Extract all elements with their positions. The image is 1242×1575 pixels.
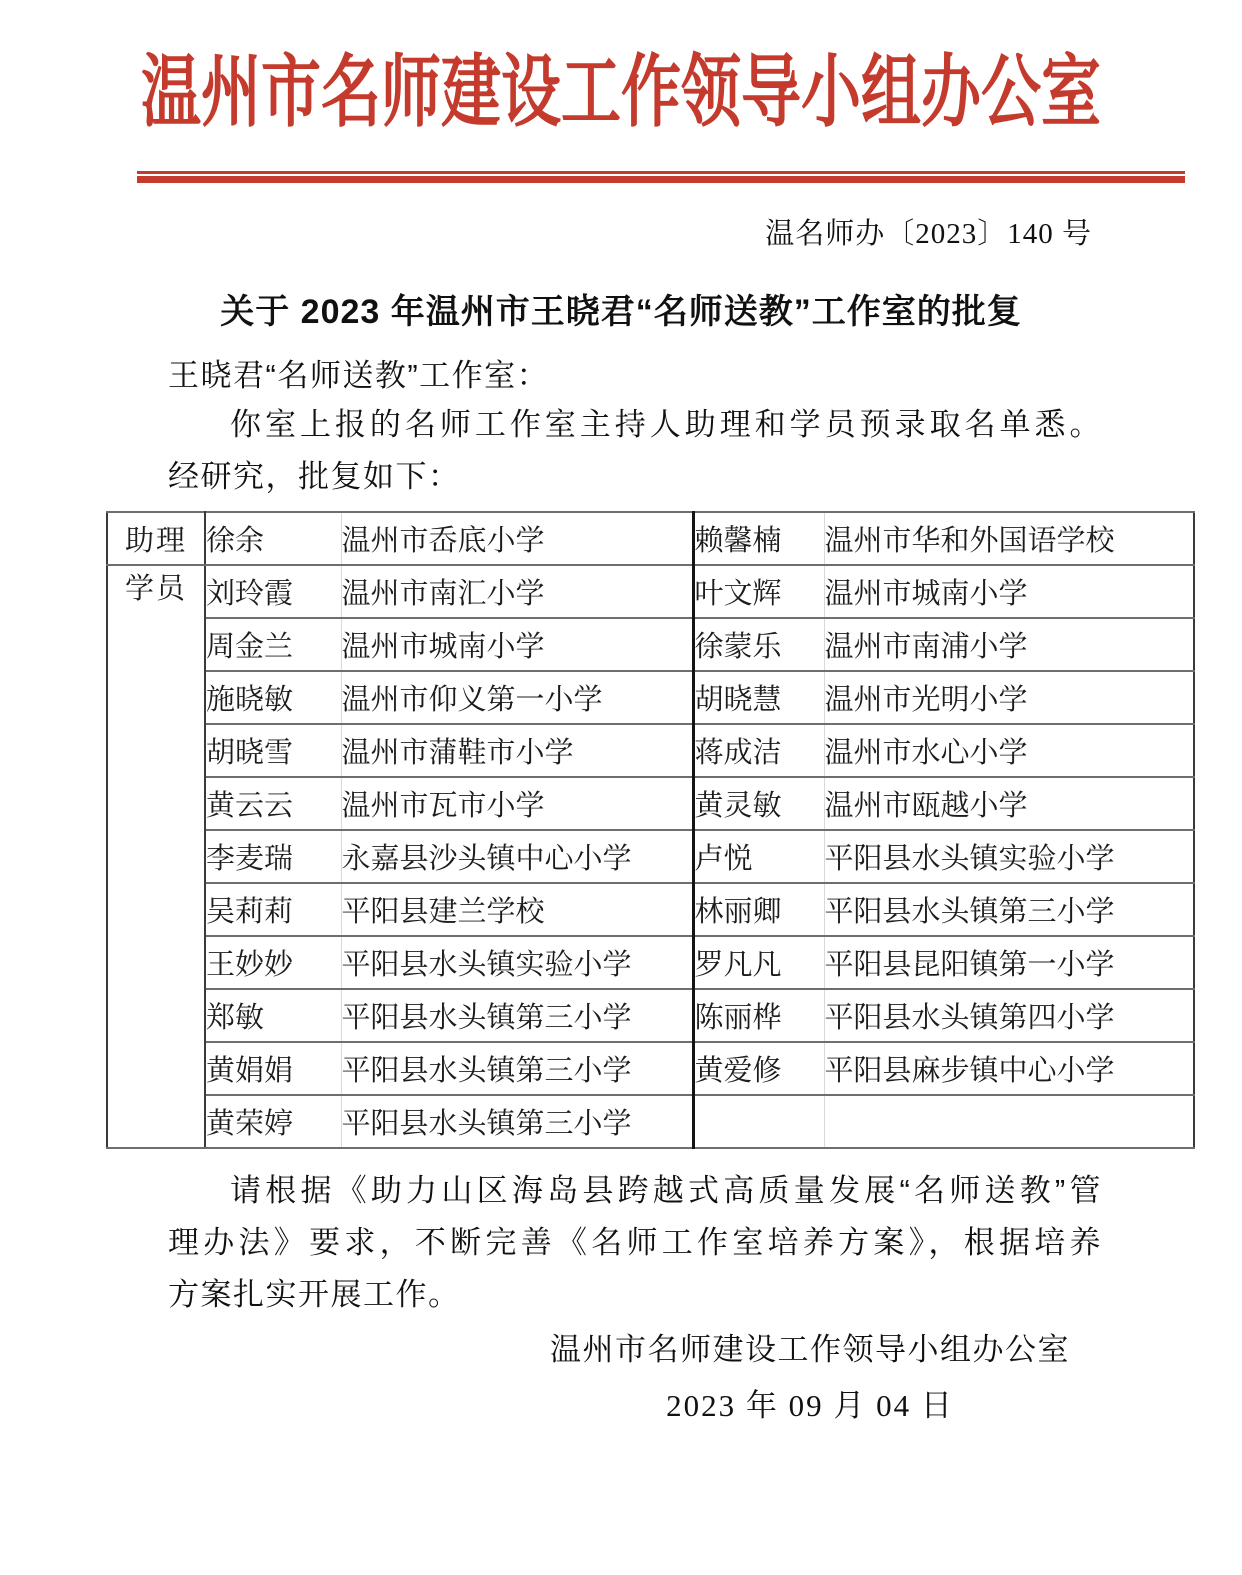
name-cell: 王妙妙 <box>205 936 341 989</box>
closing-line: 方案扎实开展工作。 <box>168 1277 461 1312</box>
role-label-students: 学员 <box>107 565 205 1148</box>
school-cell: 温州市城南小学 <box>824 565 1194 618</box>
table-row-assistant <box>107 512 1194 565</box>
school-cell: 温州市城南小学 <box>341 618 693 671</box>
name-cell <box>693 1095 824 1148</box>
name-cell: 施晓敏 <box>205 671 341 724</box>
body-line: 经研究，批复如下： <box>168 459 461 494</box>
school-cell: 温州市华和外国语学校 <box>824 512 1194 565</box>
name-cell: 胡晓慧 <box>693 671 824 724</box>
closing-line: 请根据《助力山区海岛县跨越式高质量发展“名师送教”管 <box>230 1173 1102 1208</box>
school-cell: 温州市南汇小学 <box>341 565 693 618</box>
closing-line: 理办法》要求，不断完善《名师工作室培养方案》，根据培养 <box>168 1225 1102 1260</box>
name-cell: 李麦瑞 <box>205 830 341 883</box>
name-cell: 蒋成洁 <box>693 724 824 777</box>
approval-table <box>106 511 1195 1149</box>
name-cell: 黄爱修 <box>693 1042 824 1095</box>
name-cell: 刘玲霞 <box>205 565 341 618</box>
school-cell: 温州市仰义第一小学 <box>341 671 693 724</box>
divider-thick-bar <box>137 176 1185 183</box>
school-cell: 永嘉县沙头镇中心小学 <box>341 830 693 883</box>
table-row <box>107 618 1194 671</box>
table-row <box>107 830 1194 883</box>
table-row <box>107 565 1194 618</box>
name-cell: 周金兰 <box>205 618 341 671</box>
table-row <box>107 936 1194 989</box>
name-cell: 徐蒙乐 <box>693 618 824 671</box>
school-cell: 平阳县水头镇第四小学 <box>824 989 1194 1042</box>
school-cell: 平阳县水头镇第三小学 <box>341 1042 693 1095</box>
school-cell: 温州市光明小学 <box>824 671 1194 724</box>
school-cell: 平阳县建兰学校 <box>341 883 693 936</box>
school-cell: 平阳县水头镇第三小学 <box>341 1095 693 1148</box>
school-cell: 温州市瓯越小学 <box>824 777 1194 830</box>
name-cell: 胡晓雪 <box>205 724 341 777</box>
table-row <box>107 1095 1194 1148</box>
school-cell: 平阳县水头镇第三小学 <box>824 883 1194 936</box>
signature-date: 2023 年 09 月 04 日 <box>666 1388 954 1423</box>
table-row <box>107 1042 1194 1095</box>
table-row <box>107 777 1194 830</box>
school-cell: 温州市水心小学 <box>824 724 1194 777</box>
school-cell: 平阳县水头镇实验小学 <box>341 936 693 989</box>
school-cell: 温州市蒲鞋市小学 <box>341 724 693 777</box>
name-cell: 徐余 <box>205 512 341 565</box>
school-cell: 平阳县昆阳镇第一小学 <box>824 936 1194 989</box>
table-row <box>107 671 1194 724</box>
name-cell: 陈丽桦 <box>693 989 824 1042</box>
table-row <box>107 989 1194 1042</box>
name-cell: 黄娟娟 <box>205 1042 341 1095</box>
name-cell: 卢悦 <box>693 830 824 883</box>
doc-title: 关于 2023 年温州市王晓君“名师送教”工作室的批复 <box>220 293 1022 331</box>
doc-number: 温名师办〔2023〕140 号 <box>765 218 1092 250</box>
school-cell: 温州市岙底小学 <box>341 512 693 565</box>
school-cell: 温州市南浦小学 <box>824 618 1194 671</box>
name-cell: 黄荣婷 <box>205 1095 341 1148</box>
body-line: 你室上报的名师工作室主持人助理和学员预录取名单悉。 <box>230 407 1102 442</box>
letterhead-divider <box>137 171 1185 183</box>
table-row <box>107 883 1194 936</box>
name-cell: 郑敏 <box>205 989 341 1042</box>
name-cell: 吴莉莉 <box>205 883 341 936</box>
school-cell <box>824 1095 1194 1148</box>
school-cell: 平阳县水头镇实验小学 <box>824 830 1194 883</box>
signature-org: 温州市名师建设工作领导小组办公室 <box>550 1332 1070 1367</box>
school-cell: 平阳县麻步镇中心小学 <box>824 1042 1194 1095</box>
letterhead <box>0 0 1242 171</box>
name-cell: 黄云云 <box>205 777 341 830</box>
signature-block <box>550 1325 1070 1437</box>
letterhead-org-title: 温州市名师建设工作领导小组办公室 <box>141 48 1101 136</box>
school-cell: 平阳县水头镇第三小学 <box>341 989 693 1042</box>
name-cell: 罗凡凡 <box>693 936 824 989</box>
school-cell: 温州市瓦市小学 <box>341 777 693 830</box>
salutation: 王晓君“名师送教”工作室： <box>168 358 550 393</box>
table-row <box>107 724 1194 777</box>
role-label-assistant: 助理 <box>107 512 205 565</box>
name-cell: 叶文辉 <box>693 565 824 618</box>
name-cell: 林丽卿 <box>693 883 824 936</box>
name-cell: 黄灵敏 <box>693 777 824 830</box>
name-cell: 赖馨楠 <box>693 512 824 565</box>
